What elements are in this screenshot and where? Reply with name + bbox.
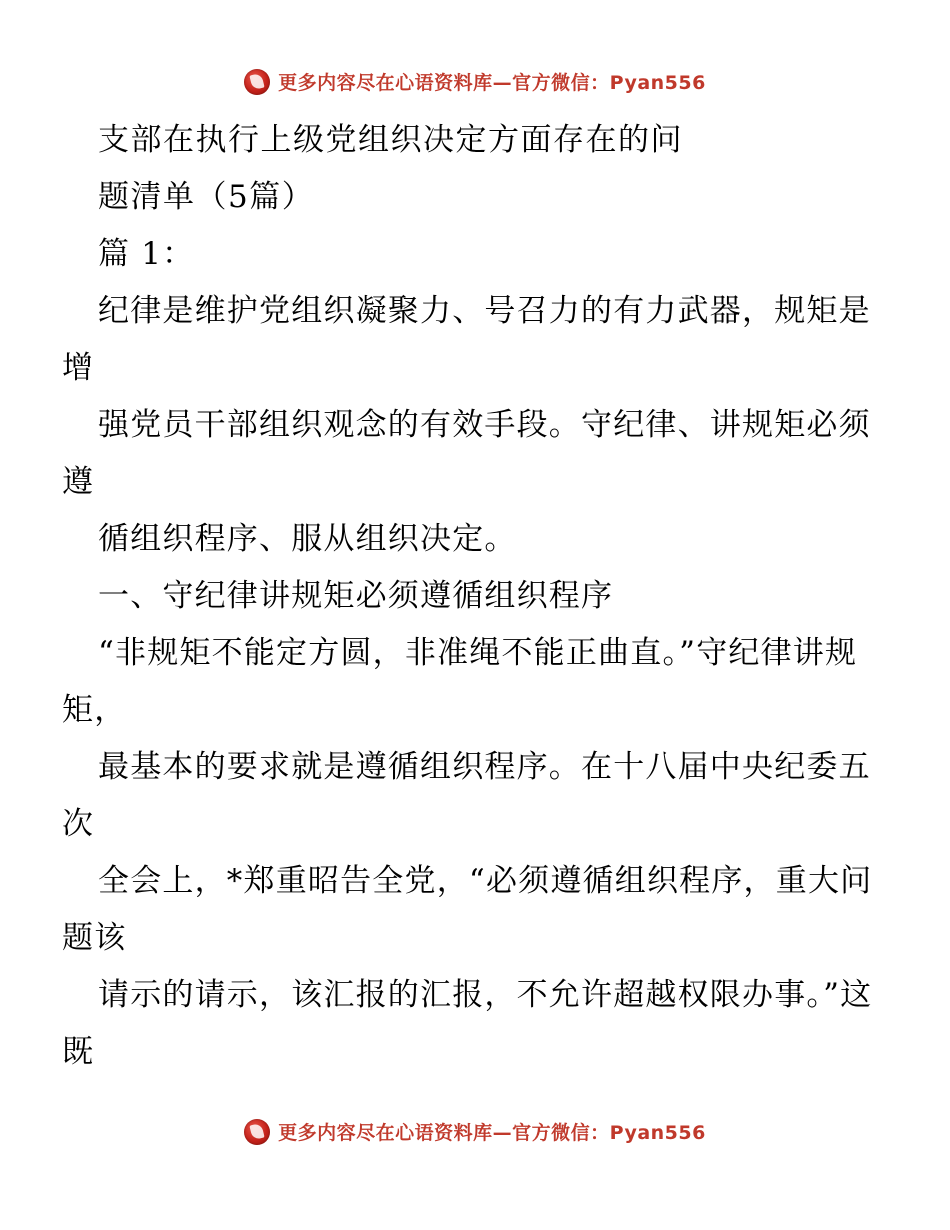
watermark-main-text: 更多内容尽在心语资料库— [278, 72, 513, 94]
title-line-1: 支部在执行上级党组织决定方面存在的问 [98, 122, 683, 158]
paragraph-7: 全会上，*郑重昭告全党，“必须遵循组织程序，重大问题该 [62, 863, 873, 956]
paragraph-8: 请示的请示，该汇报的汇报，不允许超越权限办事。”这既 [62, 977, 873, 1070]
watermark-label-text: 官方微信： [512, 1122, 610, 1144]
seal-badge-icon [244, 1119, 270, 1145]
paragraph-2: 强党员干部组织观念的有效手段。守纪律、讲规矩必须遵 [62, 407, 871, 500]
section-label: 篇 1： [98, 236, 195, 272]
watermark-top [0, 68, 950, 95]
watermark-label-text: 官方微信： [512, 72, 610, 94]
watermark-bottom [0, 1118, 950, 1145]
title-line-2: 题清单（5篇） [98, 179, 315, 215]
watermark-main-text: 更多内容尽在心语资料库— [278, 1122, 513, 1144]
watermark-handle-text: Pyan556 [609, 72, 706, 94]
watermark-bottom-text [278, 1118, 706, 1145]
watermark-handle-text: Pyan556 [609, 1122, 706, 1144]
paragraph-1: 纪律是维护党组织凝聚力、号召力的有力武器，规矩是增 [62, 293, 871, 386]
seal-badge-icon [244, 69, 270, 95]
paragraph-4: 一、守纪律讲规矩必须遵循组织程序 [98, 578, 614, 614]
document-title [62, 112, 888, 226]
watermark-top-text [278, 68, 706, 95]
paragraph-5: “非规矩不能定方圆，非准绳不能正曲直。”守纪律讲规矩， [62, 635, 858, 728]
paragraph-3: 循组织程序、服从组织决定。 [98, 521, 517, 557]
document-body [0, 112, 950, 1081]
paragraph-6: 最基本的要求就是遵循组织程序。在十八届中央纪委五次 [62, 749, 871, 842]
